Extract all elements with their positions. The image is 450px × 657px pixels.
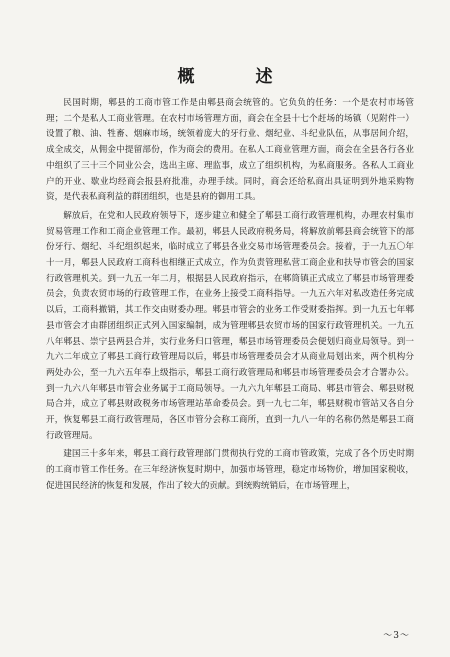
paragraph-1: 民国时期，郫县的工商市管工作是由郫县商会统管的。它负负的任务：一个是农村市场管理；二个是私人工商业管理。在农村市场管理方面，商会在全县十七个赶场的场镇（见附件一）设置了粮、油、牲畜、烟麻市场，统领着庞大的牙行业、烟纪业、斗纪业队伍，从事居间介绍，成全成交，从佣金中提留部份，作为商会的费用。在私人工商业管理方面，商会在全县各行各业中组织了三十三个同业公会，选出主席、理监事，成立了组织机构，为私商服务。各私人工商业户的开业、歇业均经商会报县府批准，办理手续。同时，商会还给私商出具证明到外地采购物资，是代表私商利益的群团组织，也是县府的御用工具。 [46,98,414,203]
page-number: ～3～ [383,631,410,641]
paragraph-2: 解放后，在党和人民政府领导下，逐步建立和健全了郫县工商行政管理机构，办理农村集市贸易管理工作和工商企业管理工作。最初，郫县人民政府税务局，将解放前郫县商会统管下的部份牙行、烟纪、斗纪组织起来，临时成立了郫县各业交易市场管理委员会。接着，于一九五〇年十一月，郫县人民政府工商科也相继正式成立，作为负责管理私营工商企业和扶导市管会的国家行政管理机关。到一九五一年二月，根据县人民政府指示，在郫筒镇正式成立了郫县市场管理委员会，负责农贸市场的行政管理工作，在业务上接受工商科指导。一九五六年对私改造任务完成以后，工商科撤销，其工作交由财委办理。郫县市管会的业务工作受财委指挥。到一九五七年郫县市管会才由群团组织正式列入国家编制，成为管理郫县农贸市场的国家行政管理机关。一九五八年郫县、崇宁县两县合并，实行业务归口管理，郫县市场管理委员会便划归商业局领导。到一九六二年成立了郫县工商行政管理局以后，郫县市场管理委员会才从商业局划出来，两个机构分两处办公，至一九六五年奉上级指示，郫县工商行政管理局和郫县市场管理委员会才合署办公。到一九六八年郫县市管会业务属于工商局领导。一九六九年郫县工商局、郫县市管会、郫县财税局合并，成立了郫县财政税务市场管理站革命委员会。到一九七二年，郫县财税市管站又各自分开，恢复郫县工商行政管理局，各区市管分会称工商所，直到一九八一年的名称仍然是郫县工商行政管理局。 [46,210,414,441]
page-title: 概 述 [177,67,295,87]
body-text [46,96,414,497]
paragraph-3: 建国三十多年来，郫县工商行政管理部门贯彻执行党的工商市管政策，完成了各个历史时期的工商市管工作任务。在三年经济恢复时期中，加强市场管理，稳定市场物价，增加国家税收，促进国民经济的恢复和发展，作出了较大的贡献。到统购统销后，在市场管理上， [46,449,414,491]
